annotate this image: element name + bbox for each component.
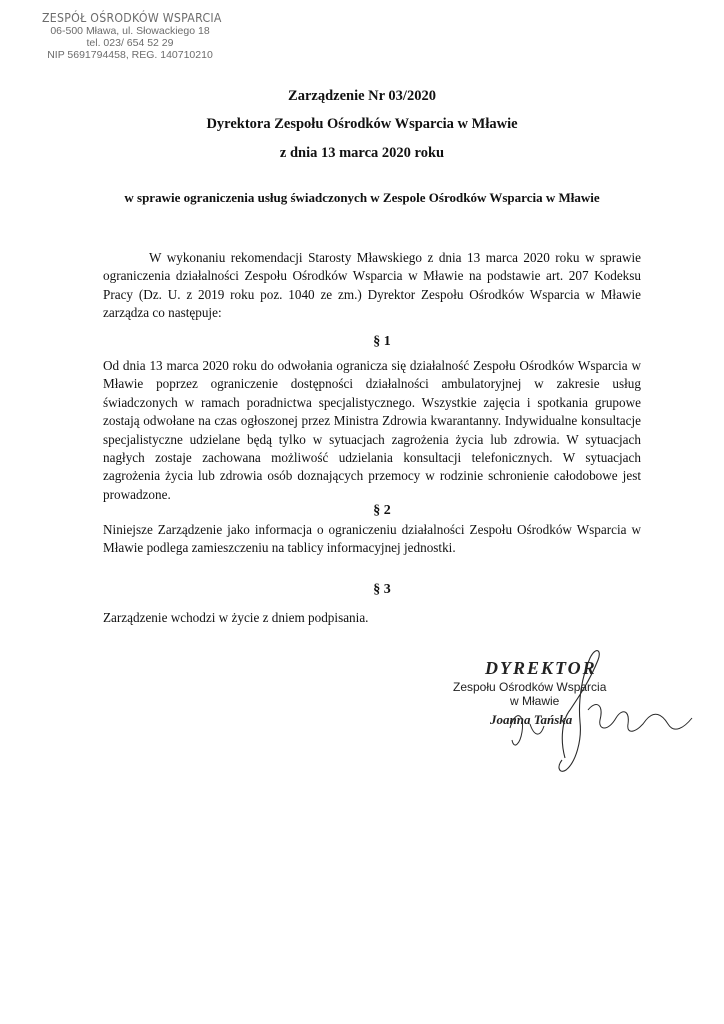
section-2-mark: § 2 bbox=[373, 503, 391, 518]
section-1-mark: § 1 bbox=[373, 334, 391, 349]
order-date: z dnia 13 marca 2020 roku bbox=[279, 145, 445, 161]
signature-city: w Mławie bbox=[510, 694, 560, 708]
stamp-address: 06-500 Mława, ul. Słowackiego 18 bbox=[50, 25, 210, 37]
section-3-text: Zarządzenie wchodzi w życie z dniem podpisania. bbox=[103, 610, 369, 625]
stamp-ids: NIP 5691794458, REG. 140710210 bbox=[47, 49, 213, 61]
order-issuer: Dyrektora Zespołu Ośrodków Wsparcia w Mławie bbox=[206, 116, 518, 132]
signature-title: DYREKTOR bbox=[485, 658, 597, 678]
order-title: Zarządzenie Nr 03/2020 bbox=[288, 88, 436, 104]
signature-name: Joanna Tańska bbox=[490, 712, 573, 727]
section-2-text: Niniejsze Zarządzenie jako informacja o ograniczeniu działalności Zespołu Ośrodków Wsparcia w Mławie podlega zamieszczeniu na tablicy informacyjnej jednostki. bbox=[103, 522, 641, 556]
section-3-mark: § 3 bbox=[373, 582, 391, 597]
signature-org: Zespołu Ośrodków Wsparcia bbox=[453, 680, 607, 694]
order-subject: w sprawie ograniczenia usług świadczonych w Zespole Ośrodków Wsparcia w Mławie bbox=[124, 190, 600, 205]
stamp-org-name: ZESPÓŁ OŚRODKÓW WSPARCIA bbox=[42, 10, 222, 25]
intro-paragraph: W wykonaniu rekomendacji Starosty Mławskiego z dnia 13 marca 2020 roku w sprawie ograniczenia działalności Zespołu Ośrodków Wsparcia w Mławie na podstawie art. 207 Kodeksu Pracy (Dz. U. z 2019 roku poz. 1040 ze zm.) Dyrektor Zespołu Ośrodków Wsparcia w Mławie zarządza co następuje: bbox=[103, 250, 641, 321]
stamp-phone: tel. 023/ 654 52 29 bbox=[86, 37, 174, 49]
section-1-text: Od dnia 13 marca 2020 roku do odwołania ogranicza się działalność Zespołu Ośrodków Wsparcia w Mławie poprzez ograniczenie dostępności działalności ambulatoryjnej w zakresie usług świadczonych w ramach poradnictwa specjalistycznego. Wszystkie zajęcia i spotkania grupowe zostają odwołane na czas ogłoszonej przez Ministra Zdrowia kwarantanny. Indywidualne konsultacje specjalistyczne udzielane będą tylko w sytuacjach zagrożenia życia lub zdrowia. W sytuacjach nagłych zostaje zachowana możliwość udzielania konsultacji telefonicznych. W sytuacjach zagrożenia życia lub zdrowia osób doznających przemocy w rodzinie schronienie całodobowe jest prowadzone. bbox=[103, 358, 641, 502]
institution-stamp bbox=[30, 10, 230, 61]
